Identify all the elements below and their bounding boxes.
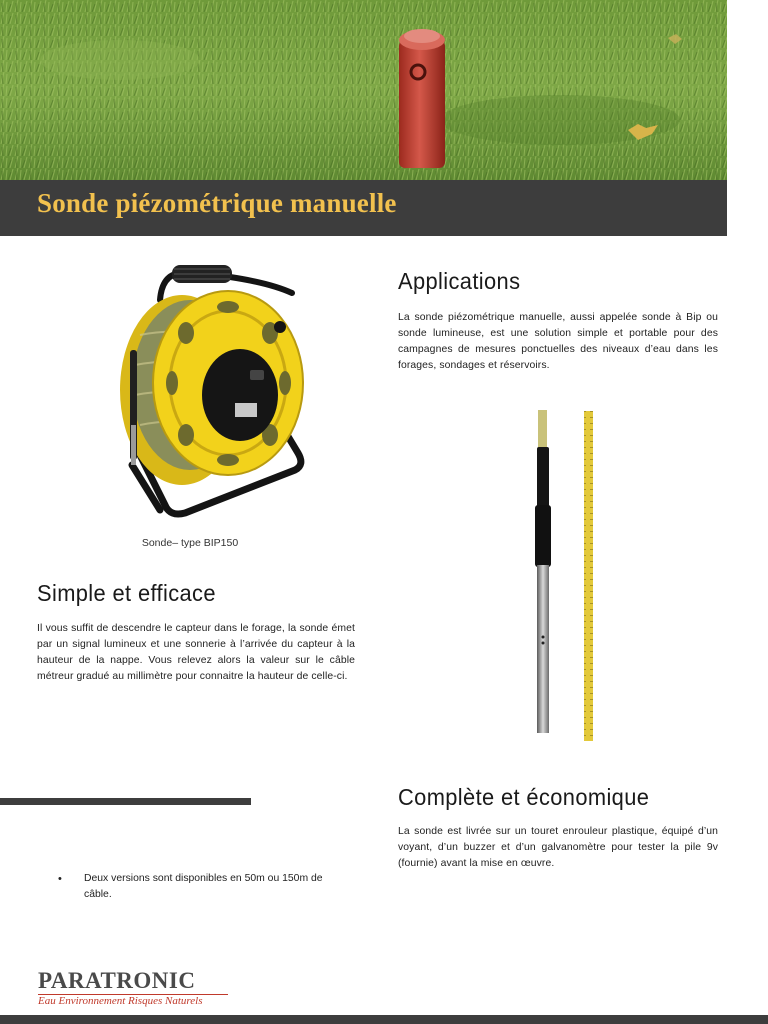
probe-illustration (520, 405, 610, 745)
simple-text: Il vous suffit de descendre le capteur dans le forage, la sonde émet par un signal lumineux et une sonnerie à l’arrivée du capteur à la hauteur de la nappe. Vous relevez alors la valeur sur le câble métreur gradué au millimètre pour connaitre la hauteur de celle-ci. (37, 623, 355, 682)
logo-tagline: Eau Environnement Risques Naturels (38, 995, 203, 1007)
probe-image (520, 405, 610, 745)
product-caption: Sonde– type BIP150 (141, 537, 239, 549)
hero-photo (0, 0, 727, 180)
cable-reel-image (110, 255, 310, 527)
paratronic-logo (38, 968, 238, 1010)
control-panel (202, 349, 278, 441)
piezometer-post (399, 40, 445, 168)
complete-heading: Complète et économique (398, 784, 650, 810)
page-title: Sonde piézométrique manuelle (37, 188, 397, 218)
list-item: • Deux versions sont disponibles en 50m ou 150m de câble. (58, 871, 348, 903)
versions-list (58, 871, 348, 903)
applications-heading: Applications (398, 268, 521, 294)
section-divider (0, 798, 251, 805)
title-band (0, 180, 727, 236)
footer-bar (0, 1015, 768, 1024)
applications-text: La sonde piézométrique manuelle, aussi appelée sonde à Bip ou sonde lumineuse, est une solution simple et portable pour des campagnes de mesures ponctuelles des niveaux d’eau dans les forages, sondages et réservoirs. (398, 312, 718, 371)
reel-illustration (110, 255, 310, 527)
simple-heading: Simple et efficace (37, 580, 216, 606)
grass-field-image (0, 0, 727, 180)
complete-text: La sonde est livrée sur un touret enrouleur plastique, équipé d’un voyant, d’un buzzer et d’un galvanomètre pour tester la pile 9v (fournie) avant la mise en œuvre. (398, 826, 718, 869)
logo-brand: PARATRONIC (38, 968, 196, 993)
